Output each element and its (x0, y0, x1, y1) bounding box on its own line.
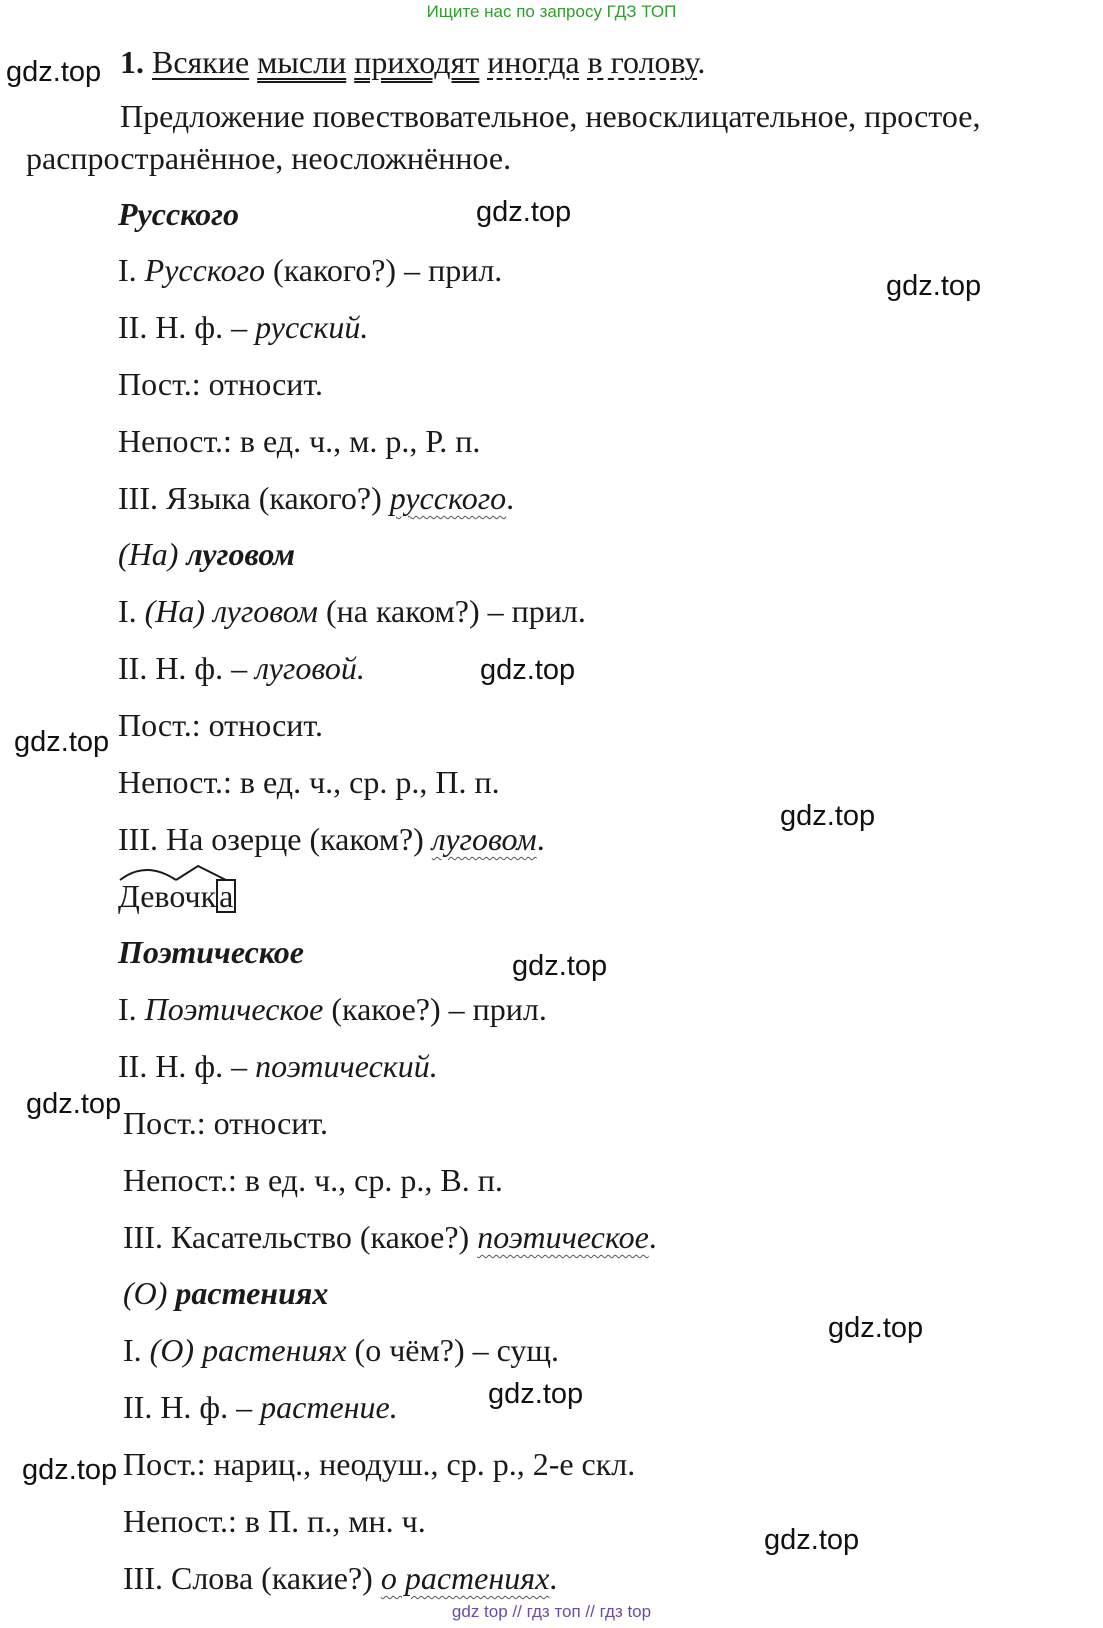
w2-title-pre: (На) (118, 536, 179, 572)
watermark: gdz.top (476, 196, 572, 228)
watermark: gdz.top (14, 726, 110, 758)
watermark: gdz.top (828, 1312, 924, 1344)
w2-post: Пост.: относит. (118, 707, 323, 743)
w1-iii-end: . (506, 480, 515, 516)
w4-step-ii (123, 1387, 398, 1427)
watermark: gdz.top (22, 1454, 118, 1486)
w1-iii-word: русского (389, 480, 507, 516)
w4-iii-pre: III. Слова (какие?) (123, 1560, 381, 1596)
w3-i-word: Поэтическое (144, 991, 324, 1027)
morpheme-parse (118, 876, 236, 916)
w3-i-rest: (какое?) – прил. (323, 991, 547, 1027)
w4-title-pre: (О) (123, 1275, 168, 1311)
w4-title (123, 1273, 328, 1313)
w2-step-i (118, 591, 586, 631)
w1-ii-word: русский. (255, 309, 369, 345)
top-banner[interactable]: Ищите нас по запросу ГДЗ ТОП (426, 2, 677, 21)
task-sentence (120, 42, 705, 82)
w1-title: Русского (118, 196, 239, 232)
morpheme-word (118, 876, 236, 916)
roman-i: I. (118, 593, 145, 629)
task-number: 1. (120, 44, 144, 80)
w4-i-rest: (о чём?) – сущ. (346, 1332, 560, 1368)
w3-ii-pre: II. Н. ф. – (118, 1048, 256, 1084)
w2-title (118, 534, 295, 574)
watermark: gdz.top (780, 800, 876, 832)
roman-i: I. (118, 252, 145, 288)
watermark: gdz.top (764, 1524, 860, 1556)
w2-nepost: Непост.: в ед. ч., ср. р., П. п. (118, 764, 500, 800)
w2-title-word: луговом (186, 536, 296, 572)
w1-i-rest: (какого?) – прил. (265, 252, 503, 288)
footer-links[interactable]: gdz top // гдз топ // гдз top (451, 1602, 652, 1621)
word-predicate: приходят (354, 44, 480, 80)
w4-iii-word: о растениях (380, 1560, 550, 1596)
morpheme-ending: а (216, 879, 236, 913)
w2-step-iii (118, 819, 545, 859)
w3-step-ii (118, 1046, 438, 1086)
w4-step-iii (123, 1558, 557, 1598)
sentence-description-1: Предложение повествовательное, невосклицательное, простое, (120, 98, 981, 134)
w1-step-ii (118, 307, 368, 347)
w2-step-ii (118, 648, 365, 688)
w3-step-iii (123, 1217, 657, 1257)
w2-iii-pre: III. На озерце (каком?) (118, 821, 432, 857)
w2-iii-word: луговом (431, 821, 537, 857)
sentence-period: . (697, 44, 706, 80)
w3-nepost: Непост.: в ед. ч., ср. р., В. п. (123, 1162, 503, 1198)
word-subject: мысли (257, 44, 347, 80)
w1-nepost: Непост.: в ед. ч., м. р., Р. п. (118, 423, 481, 459)
w1-post: Пост.: относит. (118, 366, 323, 402)
watermark: gdz.top (886, 270, 982, 302)
sentence-description-2: распространённое, неосложнённое. (26, 140, 512, 176)
w4-ii-word: растение. (260, 1389, 398, 1425)
w3-iii-pre: III. Касательство (какое?) (123, 1219, 478, 1255)
word-adverbial-1: иногда (487, 44, 580, 80)
w4-ii-pre: II. Н. ф. – (123, 1389, 261, 1425)
w2-iii-end: . (536, 821, 545, 857)
roman-i: I. (123, 1332, 150, 1368)
w3-iii-end: . (648, 1219, 657, 1255)
watermark: gdz.top (480, 654, 576, 686)
morpheme-stem: Девочк (118, 878, 217, 914)
w1-step-iii (118, 478, 514, 518)
w1-iii-pre: III. Языка (какого?) (118, 480, 390, 516)
watermark: gdz.top (488, 1378, 584, 1410)
word-adverbial-2: в голову (587, 44, 698, 80)
w1-i-word: Русского (144, 252, 266, 288)
w3-title: Поэтическое (118, 934, 304, 970)
w4-i-word: (О) растениях (149, 1332, 347, 1368)
w2-i-word: (На) луговом (144, 593, 318, 629)
word-subject-modifier: Всякие (152, 44, 250, 80)
w3-step-i (118, 989, 547, 1029)
w2-ii-pre: II. Н. ф. – (118, 650, 256, 686)
w4-title-word: растениях (175, 1275, 329, 1311)
w4-iii-end: . (549, 1560, 558, 1596)
w3-ii-word: поэтический. (255, 1048, 438, 1084)
w4-nepost: Непост.: в П. п., мн. ч. (123, 1503, 426, 1539)
w3-post: Пост.: относит. (123, 1105, 328, 1141)
w3-iii-word: поэтическое (477, 1219, 649, 1255)
w4-post: Пост.: нариц., неодуш., ср. р., 2-е скл. (123, 1446, 636, 1482)
watermark: gdz.top (26, 1088, 122, 1120)
watermark: gdz.top (6, 56, 102, 88)
w1-step-i (118, 250, 502, 290)
w4-step-i (123, 1330, 559, 1370)
w2-i-rest: (на каком?) – прил. (317, 593, 586, 629)
w2-ii-word: луговой. (255, 650, 365, 686)
watermark: gdz.top (512, 950, 608, 982)
roman-i: I. (118, 991, 145, 1027)
w1-ii-pre: II. Н. ф. – (118, 309, 256, 345)
root-arc-icon (118, 862, 230, 882)
